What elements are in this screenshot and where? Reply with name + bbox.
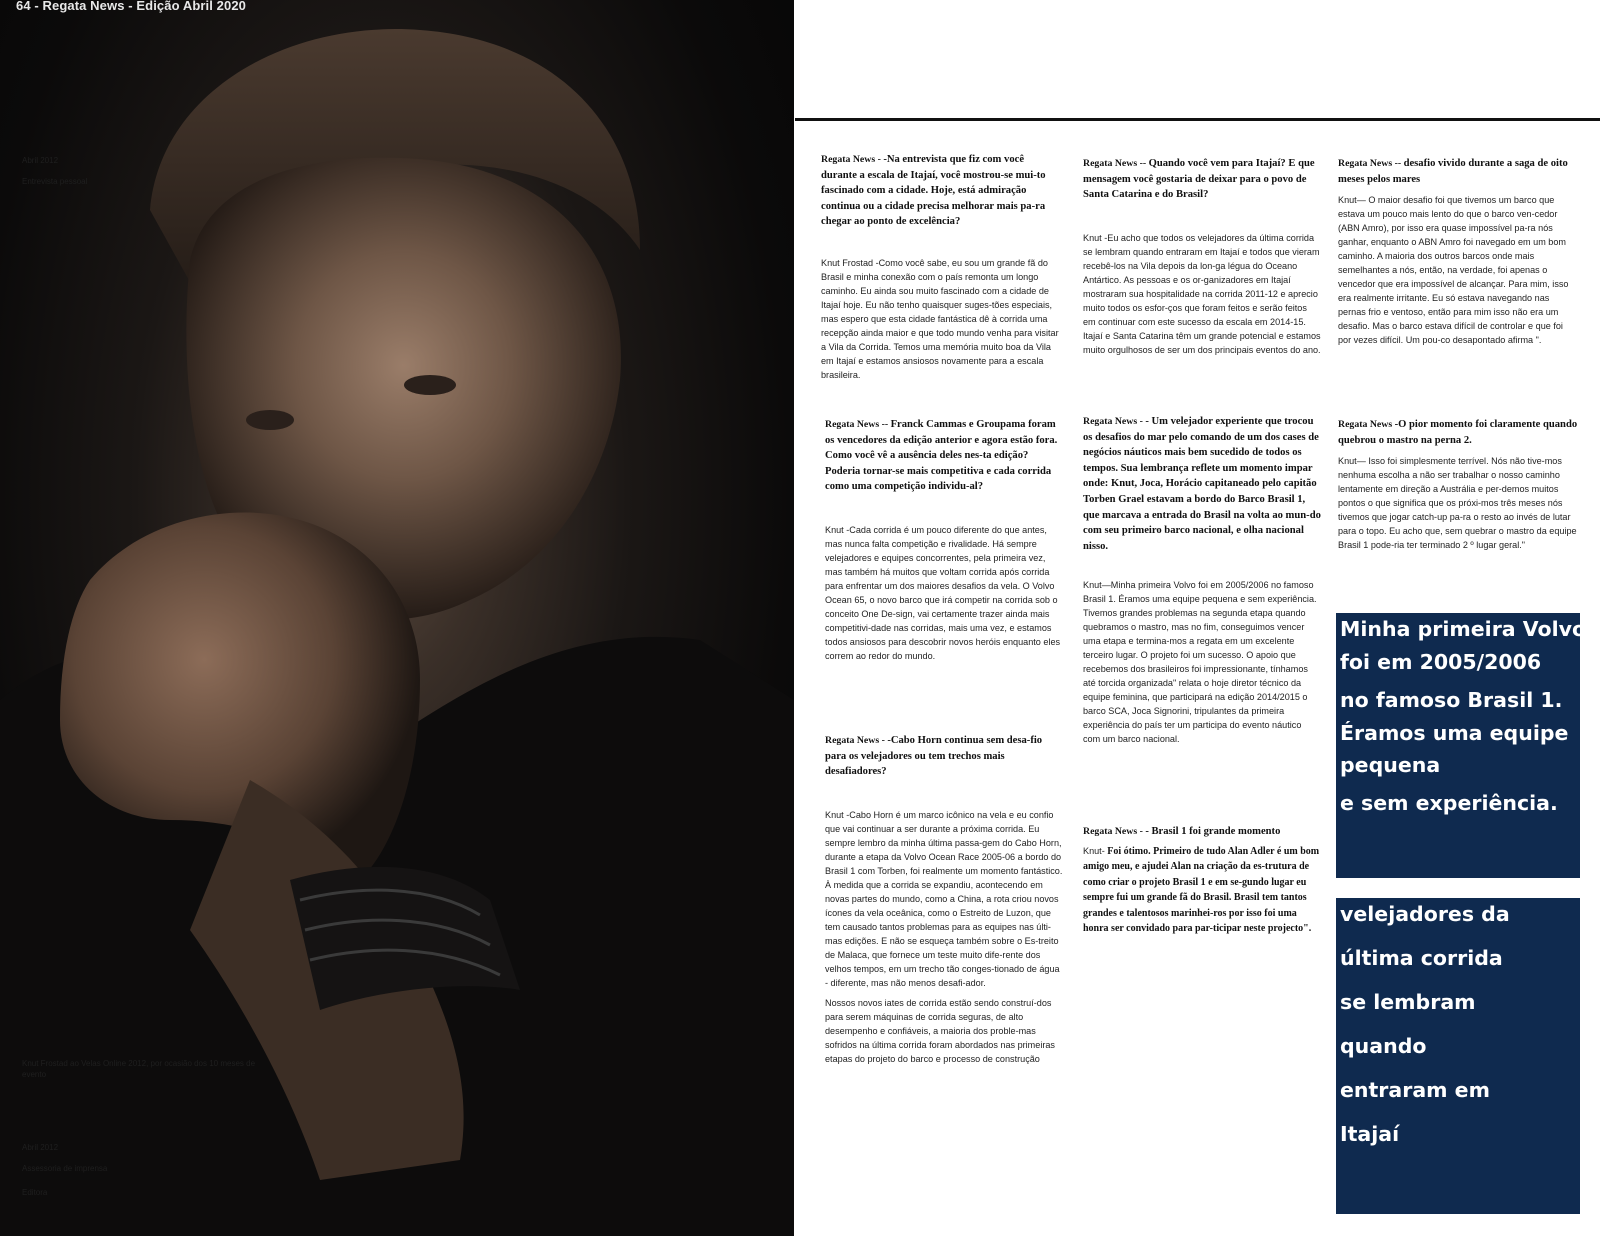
- column-1: [821, 152, 1059, 382]
- answer-3: Knut -Cabo Horn é um marco icônico na vela e eu confio que vai continuar a ser durante a próxima corrida. Eu sempre lembro da minha última passa-gem do Cabo Horn, durante a etapa da Volvo Ocean Race 2005-06 a bordo do Brasil 1 com Torben, foi realmente um momento fantástico. À medida que a corrida se expandiu, acontecendo em novas partes do mundo, como a China, a rota criou novos ícones da vela oceânica, como o Estreito de Luzon, que tem causado tantos problemas para as equipes nas últi-mas edições. E não se esqueça também sobre o Es-treito de Malaca, que fornece um teste muito dife-rente dos velhos tempos, em um trecho tão conges-tionado de água - diferente, mas não menos desafi-ador.: [825, 809, 1063, 988]
- answer-1: Knut Frostad -Como você sabe, eu sou um grande fã do Brasil e minha conexão com o país remonta um longo caminho. Eu ainda sou muito fascinado com a cidade de Itajaí hoje. Eu não tenho quaisquer suges-tões especiais, mas espero que esta cidade fantástica dê à corrida uma recepção ainda maior e que todo mundo venha para visitar a Vila da Corrida. Temos uma memória muito boa da Vila em Itajaí e estamos ansiosos novamente para a escala brasileira.: [821, 257, 1059, 380]
- pullquote-line: quando: [1340, 1034, 1427, 1058]
- pullquote-2: [1336, 898, 1580, 1214]
- question-3: [825, 733, 1063, 780]
- question-1: [821, 152, 1059, 230]
- column-3: [1338, 156, 1578, 347]
- photo-ghost-credit-2: Editora: [22, 1188, 48, 1197]
- photo-ghost-credit: Assessoria de imprensa: [22, 1164, 108, 1173]
- pullquote-line: última corrida: [1340, 946, 1503, 970]
- answer-lead: Knut-: [1083, 845, 1108, 856]
- question-text: - Brasil 1 foi grande momento: [1145, 826, 1281, 837]
- pullquote-line: Itajaí: [1340, 1122, 1400, 1146]
- question-lead: Regata News -: [1083, 826, 1146, 837]
- question-text: -Na entrevista que fiz com você durante a escala de Itajaí, você mostrou-se mui-to fascinado com a cidade. Hoje, está admiração continua ou a cidade precisa melhorar mais pa-ra chegar ao ponto de excelência?: [821, 154, 1046, 228]
- answer-3-continued: Nossos novos iates de corrida estão sendo construí-dos para serem máquinas de corrida seguras, de alto desempenho e confiáveis, a maioria dos proble-mas sofridos na última corrida foram abordados nas primeiras etapas do projeto do barco e processo de construção: [825, 997, 1055, 1064]
- question-text: -O pior momento foi claramente quando quebrou o mastro na perna 2.: [1338, 419, 1578, 446]
- question-lead: Regata News --: [825, 419, 891, 430]
- question-6: [1083, 824, 1321, 840]
- answer-7: Knut— O maior desafio foi que tivemos um barco que estava um pouco mais lento do que o barco ven-cedor (ABN Amro), por isso era quase impossível pa-ra nós ganhar, enquanto o ABN Amro foi navegado em um bom caminho. A maioria dos outros barcos onde mais semelhantes a nós, então, na verdade, foi apenas o vencedor que era impossível de alcançar. Para mim, isso era realmente irritante. Eu só estava navegando nas pernas frio e ventoso, então para mim isso não era um desafio. Mas o barco estava difícil de controlar e que foi por vezes difícil. Um pou-co desapontado afirma ".: [1338, 195, 1569, 346]
- pullquote-line: Minha primeira Volvo: [1340, 617, 1587, 641]
- question-text: -Cabo Horn continua sem desa-fio para os velejadores ou tem trechos mais desafiadores?: [825, 735, 1043, 778]
- pullquote-line: foi em 2005/2006: [1340, 650, 1542, 674]
- portrait-illustration: [0, 0, 794, 1236]
- pullquote-line: velejadores da: [1340, 902, 1510, 926]
- pullquote-line: e sem experiência.: [1340, 791, 1558, 815]
- question-text: Quando você vem para Itajaí? E que mensagem você gostaria de deixar para o povo de Santa Catarina e do Brasil?: [1083, 158, 1315, 201]
- answer-4: Knut -Eu acho que todos os velejadores da última corrida se lembram quando entraram em Itajaí e todos que vieram recebê-los na Vila depois da lon-ga légua do Oceano Antártico. As pessoas e os or-ganizadores em Itajaí mostraram sua hospitalidade na corrida 2011-12 e aprecio muito todos os esfor-ços que foram feitos e serão feitos em continuar com este sucesso da escala em 2014-15. Itajaí e Santa Catarina têm um grande potencial e estamos muito orgulhosos de ser um dos principais eventos do ano.: [1083, 232, 1321, 355]
- column-1-c: [825, 733, 1063, 1066]
- column-2-b: [1083, 414, 1321, 746]
- pullquote-1: [1336, 613, 1587, 878]
- column-2: [1083, 156, 1321, 357]
- answer-8: Knut— Isso foi simplesmente terrível. Nós não tive-mos nenhuma escolha a não ser trabalhar o nosso caminho lentamente em direção a Austrália e per-demos muitos pontos o que significa que os próxi-mos três meses nós tivemos que jogar catch-up pa-ra o resto ao invés de lutar para o topo. Eu acho que, sem quebrar o mastro da equipe Brasil 1 pode-ria ter terminado 2 º lugar geral.": [1338, 456, 1577, 551]
- column-2-c: [1083, 824, 1321, 937]
- question-5: [1083, 414, 1321, 554]
- question-lead: Regata News --: [1083, 158, 1149, 169]
- question-4: [1083, 156, 1321, 203]
- pullquote-line: Éramos uma equipe: [1340, 721, 1569, 745]
- pullquote-line: se lembram: [1340, 990, 1476, 1014]
- answer-5: Knut—Minha primeira Volvo foi em 2005/2006 no famoso Brasil 1. Éramos uma equipe pequena e sem experiência. Tivemos grandes problemas na segunda etapa quando quebramos o mastro, mas no fim, conseguimos vencer uma etapa e termina-mos a regata em um excelente terceiro lugar. O projeto foi um sucesso. O apoio que recebemos dos brasileiros foi impressionante, tínhamos até torcida organizada" relata o hoje diretor técnico da equipe feminina, que participará na edição 2014/2015 o barco SCA, Joca Signorini, tripulantes da primeira experiência do país ter um participa do evento náutico com um barco nacional.: [1083, 580, 1317, 745]
- header-rule: [795, 118, 1600, 121]
- question-lead: Regata News --: [1338, 158, 1404, 169]
- question-lead: Regata News -: [1083, 416, 1146, 427]
- answer-2: Knut -Cada corrida é um pouco diferente do que antes, mas nunca falta competição e rivalidade. Há sempre velejadores e equipes concorrentes, pela primeira vez, mas também há muitos que voltam corrida após corrida para enfrentar um dos maiores desafios da vela. O Volvo Ocean 65, o novo barco que irá competir na corrida sob o conceito One De-sign, vai certamente trazer ainda mais competitivi-dade nas corridas, mais uma vez, e estamos todos ansiosos para descobrir novos heróis enquanto eles correm ao redor do mundo.: [825, 524, 1061, 661]
- question-lead: Regata News -: [825, 735, 888, 746]
- question-text: desafio vivido durante a saga de oito meses pelos mares: [1338, 158, 1568, 185]
- question-8: [1338, 417, 1578, 448]
- question-lead: Regata News -: [821, 154, 884, 165]
- question-7: [1338, 156, 1578, 187]
- question-2: [825, 417, 1063, 495]
- column-3-b: [1338, 417, 1578, 552]
- answer-6: [1083, 844, 1321, 937]
- question-text: - Um velejador experiente que trocou os desafios do mar pelo comando de um dos cases de negócios náuticos mais bem sucedido de todos os tempos. Sua lembrança reflete um momento impar onde: Knut, Joca, Horácio capitaneado pelo capitão Torben Grael estavam a bordo do Barco Brasil 1, que marcava a entrada do Brasil na volta ao mun-do com seu primeiro barco nacional, e olha nacional nisso.: [1083, 416, 1321, 552]
- photo-ghost-date: Abril 2012: [22, 156, 59, 165]
- pullquote-line: entraram em: [1340, 1078, 1490, 1102]
- page-header: 64 - Regata News - Edição Abril 2020: [16, 0, 246, 13]
- photo-ghost-caption-bottom: Knut Frostad ao Velas Online 2012, por ocasião dos 10 meses de: [22, 1059, 256, 1068]
- photo-ghost-caption: Entrevista pessoal: [22, 177, 88, 186]
- photo-ghost-date-bottom: Abril 2012: [22, 1143, 59, 1152]
- column-1-b: [825, 417, 1063, 663]
- portrait-photo: [0, 0, 794, 1236]
- answer-text: Foi ótimo. Primeiro de tudo Alan Adler é um bom amigo meu, e ajudei Alan na criação da es-trutura de como criar o projeto Brasil 1 e em se-gundo lugar eu sempre fui um grande fã do Brasil. Brasil tem tantos grandes e talentosos marinhei-ros por isso foi uma honra ser convidado para par-ticipar neste projecto".: [1083, 845, 1320, 935]
- pullquote-line: pequena: [1340, 753, 1441, 777]
- question-text: Franck Cammas e Groupama foram os vencedores da edição anterior e agora estão fora. Como você vê a ausência deles nes-ta edição? Poderia tornar-se mais competitiva e cada corrida como uma competição individu-al?: [825, 419, 1058, 493]
- pullquote-line: no famoso Brasil 1.: [1340, 688, 1563, 712]
- photo-ghost-caption-bottom-2: evento: [22, 1070, 47, 1079]
- question-lead: Regata News: [1338, 419, 1395, 430]
